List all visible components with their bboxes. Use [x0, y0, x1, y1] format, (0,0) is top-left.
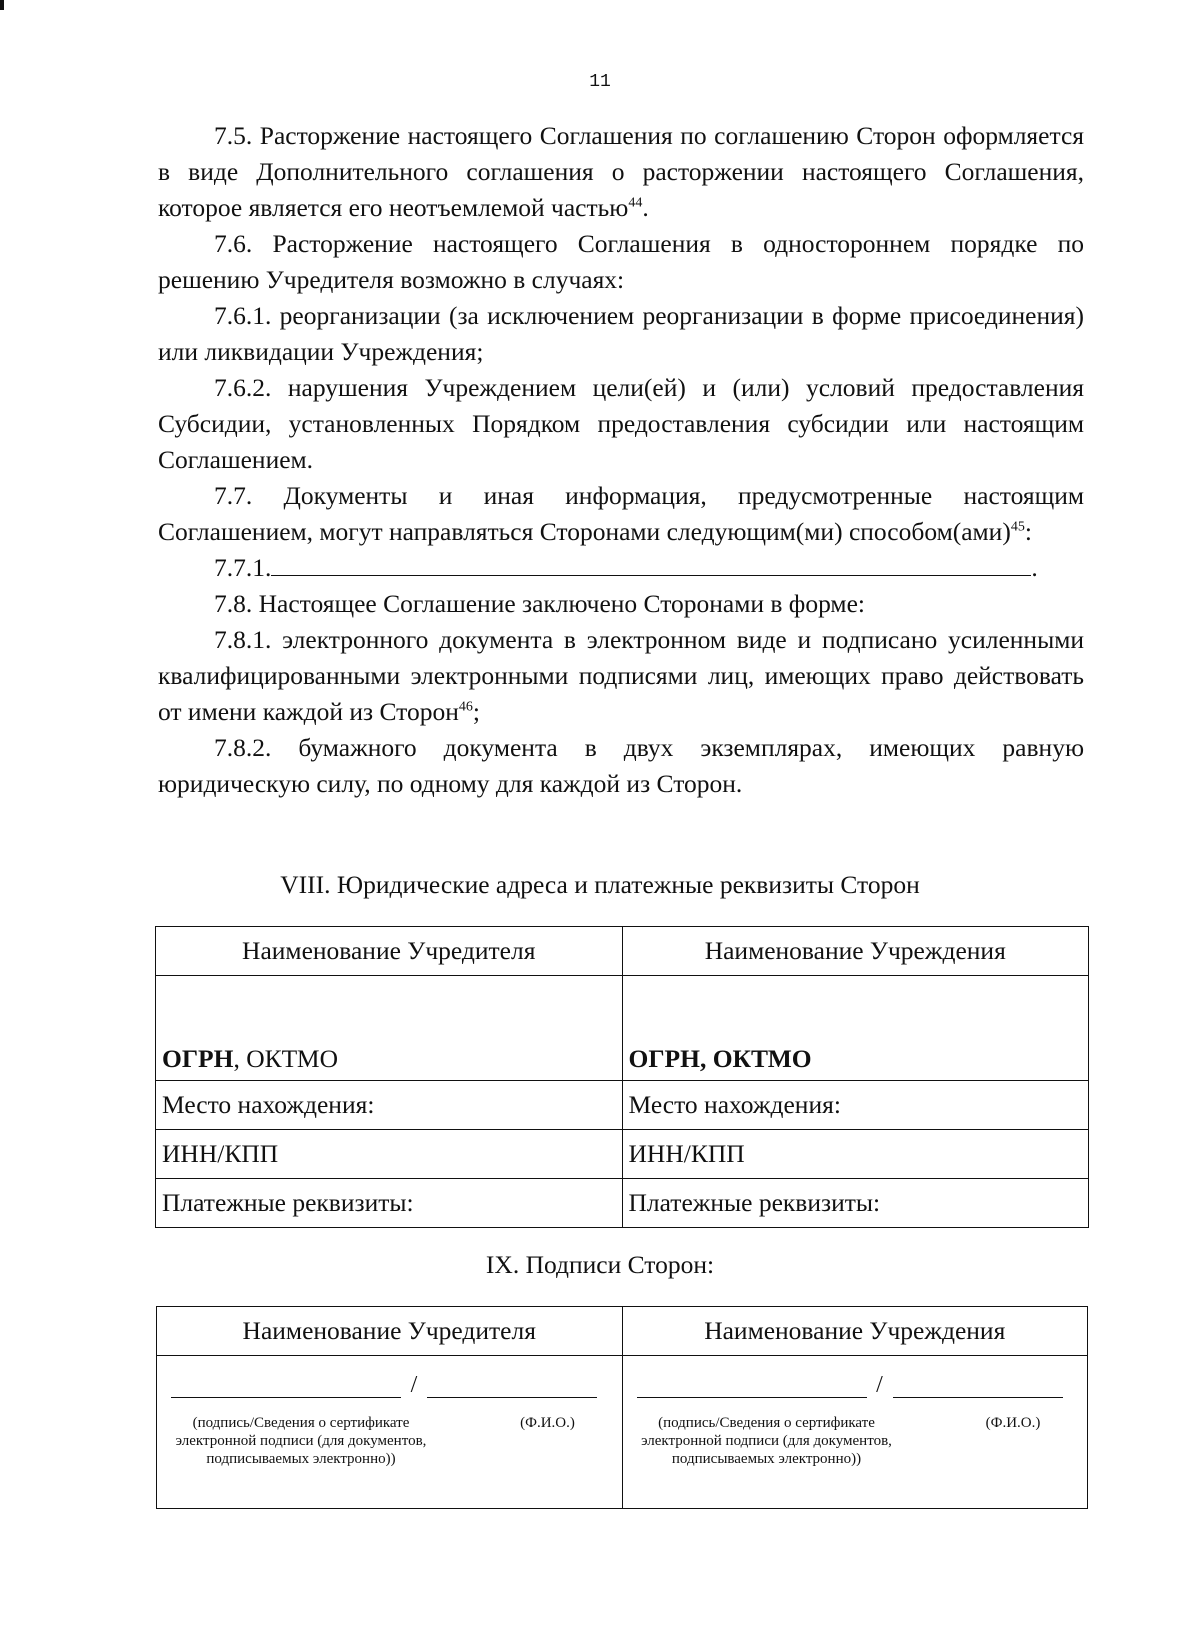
paragraph-7-8-1: 7.8.1. электронного документа в электронном виде и подписано усиленными квалифицированными электронными подписями лиц, имеющих право действовать от имени каждой из Сторон$^{46}$;: [158, 625, 1084, 726]
paragraph-7-8-2: 7.8.2. бумажного документа в двух экземплярах, имеющих равную юридическую силу, по одному для каждой из Сторон.: [158, 733, 1084, 798]
paragraph-7-7-1: 7.7.1. .: [214, 553, 1038, 582]
paragraph-7-8: 7.8. Настоящее Соглашение заключено Сторонами в форме:: [214, 589, 865, 618]
institution-name-header: Наименование Учреждения: [622, 927, 1089, 976]
institution-signature-header: Наименование Учреждения: [622, 1307, 1088, 1356]
institution-inn-cell: ИНН/КПП: [622, 1130, 1089, 1179]
document-body: [158, 118, 1084, 802]
fio-line: [427, 1371, 597, 1398]
founder-ogrn-cell: ОГРН, ОКТМО: [156, 976, 623, 1081]
founder-location-cell: Место нахождения:: [156, 1081, 623, 1130]
footnote-45: 45: [1010, 519, 1025, 535]
founder-signature-cell: / (подпись/Сведения о сертификате электронной подписи (для документов, подписываемых электронно)) (Ф.И.О.): [157, 1356, 623, 1509]
requisites-table: [155, 926, 1089, 1228]
section-9-title: IX. Подписи Сторон:: [485, 1250, 715, 1279]
paragraph-7-6: 7.6. Расторжение настоящего Соглашения в одностороннем порядке по решению Учредителя возможно в случаях:: [158, 229, 1084, 294]
fio-line: [893, 1371, 1063, 1398]
founder-inn-cell: ИНН/КПП: [156, 1130, 623, 1179]
footnote-46: 46: [458, 699, 473, 715]
institution-payment-cell: Платежные реквизиты:: [622, 1179, 1089, 1228]
signature-line: [637, 1371, 867, 1398]
founder-signature-header: Наименование Учредителя: [157, 1307, 623, 1356]
paragraph-7-6-2: 7.6.2. нарушения Учреждением цели(ей) и (или) условий предоставления Субсидии, установленных Порядком предоставления субсидии или настоящим Соглашением.: [158, 373, 1084, 474]
scan-edge-mark: [0, 0, 4, 10]
founder-name-header: Наименование Учредителя: [156, 927, 623, 976]
signature-caption: (подпись/Сведения о сертификате электронной подписи (для документов, подписываемых электронно)): [175, 1415, 427, 1467]
institution-location-cell: Место нахождения:: [622, 1081, 1089, 1130]
institution-signature-cell: / (подпись/Сведения о сертификате электронной подписи (для документов, подписываемых электронно)) (Ф.И.О.): [622, 1356, 1088, 1509]
signature-caption: (подпись/Сведения о сертификате электронной подписи (для документов, подписываемых электронно)): [641, 1415, 892, 1467]
founder-payment-cell: Платежные реквизиты:: [156, 1179, 623, 1228]
paragraph-7-5: 7.5. Расторжение настоящего Соглашения по соглашению Сторон оформляется в виде Дополнительного соглашения о расторжении настоящего Соглашения, которое является его неотъемлемой частью$^{44}$.: [158, 121, 1084, 222]
paragraph-7-7: 7.7. Документы и иная информация, предусмотренные настоящим Соглашением, могут направляться Сторонами следующим(ми) способом(ами)$^{45}$:: [158, 481, 1084, 546]
signature-line: [171, 1371, 401, 1398]
footnote-44: 44: [628, 195, 643, 211]
section-8-title: VIII. Юридические адреса и платежные реквизиты Сторон: [280, 870, 920, 899]
fio-caption: (Ф.И.О.): [520, 1415, 575, 1431]
signatures-table: [156, 1306, 1088, 1509]
fio-caption: (Ф.И.О.): [985, 1415, 1041, 1431]
institution-ogrn-cell: ОГРН, ОКТМО: [622, 976, 1089, 1081]
paragraph-7-6-1: 7.6.1. реорганизации (за исключением реорганизации в форме присоединения) или ликвидации Учреждения;: [158, 301, 1084, 366]
page-number: 11: [589, 72, 611, 92]
blank-fill-line: [271, 551, 1031, 576]
